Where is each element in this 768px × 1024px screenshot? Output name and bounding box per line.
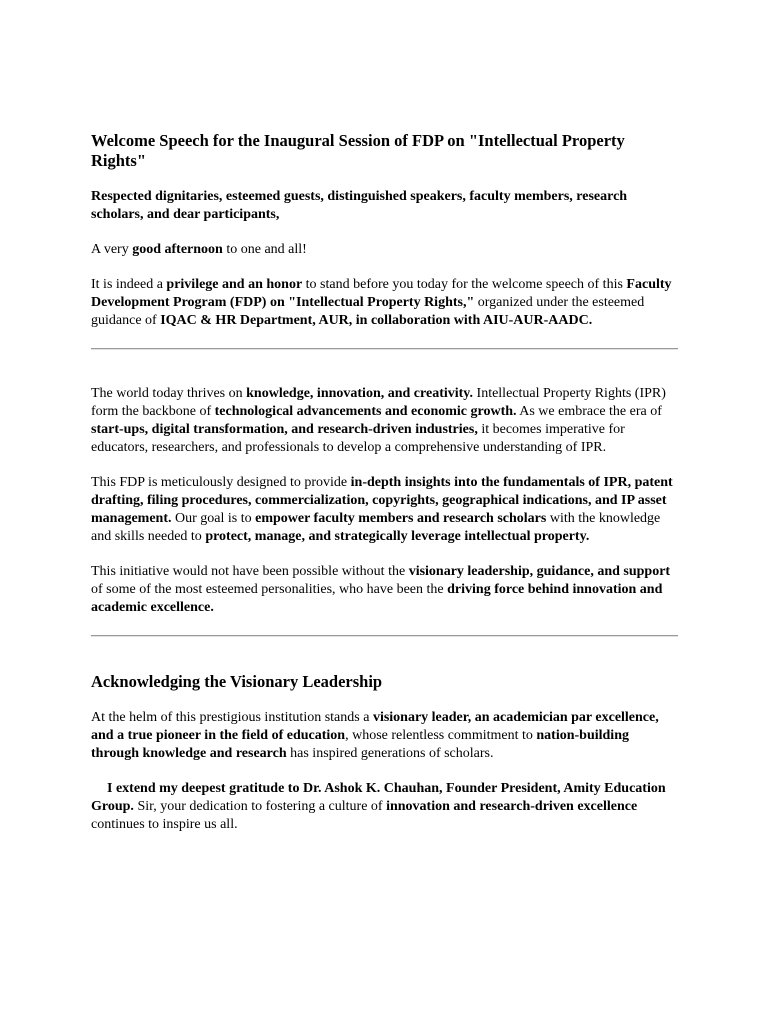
world-text-1: The world today thrives on <box>91 386 247 401</box>
initiative-paragraph <box>91 563 678 617</box>
initiative-bold-1: visionary leadership, guidance, and support <box>408 564 671 579</box>
greeting-text: A very <box>91 242 133 257</box>
salutation <box>91 188 678 224</box>
salutation-text: Respected dignitaries, esteemed guests, distinguished speakers, faculty members, research scholars, and dear participants, <box>91 189 628 222</box>
intro-text-2: to stand before you today for the welcome speech of this <box>302 277 627 292</box>
greeting-paragraph <box>91 241 678 259</box>
section-heading: Acknowledging the Visionary Leadership <box>91 672 383 691</box>
gratitude-paragraph <box>91 780 678 834</box>
section-divider-2 <box>91 635 678 637</box>
world-paragraph <box>91 385 678 457</box>
fdp-text-1: This FDP is meticulously designed to provide <box>91 475 351 490</box>
section-divider-1 <box>91 348 678 350</box>
fdp-bold-2: empower faculty members and research scholars <box>255 511 547 526</box>
document-body <box>91 131 678 834</box>
world-text-4: it becomes imperative for educators, researchers, and professionals to develop a comprehensive understanding of IPR. <box>91 422 625 455</box>
world-bold-2: technological advancements and economic growth. <box>214 404 517 419</box>
fdp-bold-3: protect, manage, and strategically leverage intellectual property. <box>205 529 590 544</box>
intro-bold-3: IQAC & HR Department, AUR, in collaboration with AIU-AUR-AADC. <box>160 313 593 328</box>
fdp-paragraph <box>91 474 678 546</box>
intro-bold-2: Faculty Development Program (FDP) on "Intellectual Property Rights," <box>91 277 672 310</box>
world-bold-3: start-ups, digital transformation, and research-driven industries, <box>91 422 478 437</box>
intro-bold-1: privilege and an honor <box>166 277 303 292</box>
initiative-text-1: This initiative would not have been possible without the <box>91 564 409 579</box>
greeting-emphasis: good afternoon <box>132 242 223 257</box>
gratitude-bold-2: innovation and research-driven excellence <box>386 799 638 814</box>
greeting-text-end: to one and all! <box>222 242 307 257</box>
intro-paragraph <box>91 276 678 330</box>
helm-text-2: , whose relentless commitment to <box>345 728 537 743</box>
fdp-bold-1: in-depth insights into the fundamentals of IPR, patent drafting, filing procedures, commercialization, copyrights, geographical indications, and IP asset management. <box>91 475 673 526</box>
gratitude-text-1: Sir, your dedication to fostering a culture of <box>133 799 387 814</box>
gratitude-bold-1: I extend my deepest gratitude to Dr. Ashok K. Chauhan, Founder President, Amity Education Group. <box>91 781 666 814</box>
speech-title: Welcome Speech for the Inaugural Session of FDP on "Intellectual Property Rights" <box>91 131 625 170</box>
world-text-3: As we embrace the era of <box>516 404 662 419</box>
fdp-text-3: with the knowledge and skills needed to <box>91 511 661 544</box>
helm-bold-1: visionary leader, an academician par excellence, and a true pioneer in the field of education <box>91 710 659 743</box>
fdp-text-2: Our goal is to <box>171 511 256 526</box>
initiative-bold-2: driving force behind innovation and academic excellence. <box>91 582 663 615</box>
initiative-text-2: of some of the most esteemed personalities, who have been the <box>91 582 448 597</box>
intro-text-1: It is indeed a <box>91 277 167 292</box>
intro-text-3: organized under the esteemed guidance of <box>91 295 645 328</box>
gratitude-text-2: continues to inspire us all. <box>91 817 238 832</box>
world-text-2: Intellectual Property Rights (IPR) form the backbone of <box>91 386 666 419</box>
helm-text-3: has inspired generations of scholars. <box>286 746 494 761</box>
world-bold-1: knowledge, innovation, and creativity. <box>246 386 474 401</box>
helm-text-1: At the helm of this prestigious institution stands a <box>91 710 373 725</box>
helm-paragraph <box>91 709 678 763</box>
helm-bold-2: nation-building through knowledge and research <box>91 728 629 761</box>
